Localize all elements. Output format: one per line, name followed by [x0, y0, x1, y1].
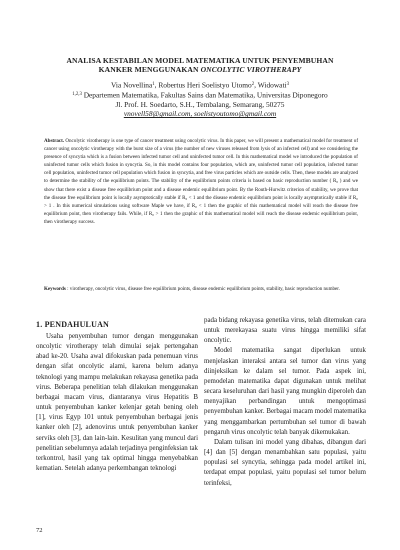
author-2-sup: 2 — [251, 82, 255, 87]
title-line-2-prefix: KANKER MENGGUNAKAN — [98, 65, 201, 74]
author-1: Via Novellina — [111, 80, 153, 90]
affiliation-sup: 1,2,3 — [72, 91, 82, 97]
right-paragraph-1: pada bidang rekayasa genetika virus, telah ditemukan cara untuk merekayasa suatu virus hingga memiliki sifat oncolytic. — [204, 317, 366, 345]
title-line-2-italic: ONCOLYTIC VIROTHERAPY — [200, 65, 302, 74]
right-paragraph-2: Model matematika sangat diperlukan untuk menjelaskan interaksi antara sel tumor dan virus yang diinjeksikan ke dalam sel tumor. Pada aspek ini, pemodelan matematika dapat digunakan untuk melihat secara keseluruhan dari hasil yang mungkin diperoleh dan menyajikan perbandingan untuk mengoptimasi penyembuhan kanker. Berbagai macam model matematika yang menggambarkan pertumbuhan sel tumor di bawah pengaruh virus oncolytic telah banyak dikemukakan. — [204, 347, 366, 436]
address: Jl. Prof. H. Soedarto, S.H., Tembalang, Semarang, 50275 — [115, 99, 285, 109]
abstract-text: Oncolytic virotherapy is one type of cancer treatment using oncolytic virus. In this paper, we will present a mathematical model for treatment of cancer using oncolytic virotherapy with the burst size of a virus (the number of new viruses released from lysis of an infected cell) and we considering the presence of syncytia which is a fusion between infected tumor cell and uninfected tumor cell. In this mathematical model we introduced the population of uninfected tumor cells which fusion in syncytia. So, in this model contains four population, which are, uninfected tumor cell population, infected tumor cell population, uninfected tumor cell population which fusion in syncytia, and free virus particles which are outside cells. Then, these models are analyzed to determine the stability of the equilibrium points. The stability of the equilibrium points criteria is based on basic reproduction number ( R₀ ) and we show that there exist a disease free equilibrium point and a disease endemic equilibrium point. By the Routh-Hurwitz criterion of stability, we prove that the disease free equilibrium point is locally asymptotically stable if R₀ < 1 and the disease endemic equilibrium point is locally asymptotically stable if R₀ > 1 . In this numerical simulations using software Maple we have, if R₀ < 1 then the graphic of this mathematical model will reach the disease free equilibrium point, then virotherapy fails. While, if R₀ > 1 then the graphic of this mathematical model will reach the disease endemic equilibrium point, then virotherapy success. — [44, 138, 358, 225]
paper-title — [30, 56, 370, 74]
right-column — [204, 316, 366, 489]
keywords-label: Keywords — [44, 286, 66, 292]
keywords-text: : virotherapy, oncolytic virus, disease free equilibrium points, disease endemic equilibrium points, stability, basic reproduction number. — [65, 286, 340, 292]
left-column — [36, 316, 198, 474]
author-block — [30, 80, 370, 119]
section-heading: 1. PENDAHULUAN — [36, 320, 110, 329]
author-2: , Robertus Heri Soelistyo Utomo — [154, 80, 252, 90]
keywords — [44, 286, 358, 294]
abstract — [44, 137, 358, 226]
affiliation — [30, 90, 370, 100]
affiliation-text: Departemen Matematika, Fakultas Sains dan Matematika, Universitas Diponegoro — [81, 90, 328, 100]
title-line-1: ANALISA KESTABILAN MODEL MATEMATIKA UNTUK PENYEMBUHAN — [66, 56, 334, 65]
abstract-label: Abstract. — [44, 138, 65, 144]
author-3-sup: 3 — [286, 82, 289, 87]
author-names — [30, 80, 370, 90]
right-paragraph-3: Dalam tulisan ini model yang dibahas, dibangun dari [4] dan [5] dengan menambahkan satu populasi, yaitu populasi sel syncytia, sehingga pada model artikel ini, terdapat empat populasi, yaitu populasi sel tumor belum terinfeksi, — [204, 438, 366, 487]
author-1-sup: 1 — [152, 82, 155, 87]
author-emails[interactable]: vnovell58@gmail.com, soelistyoutomo@gmail.com — [123, 109, 277, 119]
page-number: 72 — [36, 527, 43, 534]
title-line-2 — [30, 65, 370, 74]
author-3: , Widowati — [254, 80, 287, 90]
left-paragraph-1: Usaha penyembuhan tumor dengan menggunakan oncolytic virotherapy telah dimulai sejak pertengahan abad ke-20. Usaha awal difokuskan pada penemuan virus dengan sifat oncolytic alami, karena belum adanya teknologi yang mampu melakukan rekayasa genetika pada virus. Beberapa penelitian telah dilakukan menggunakan berbagai macam virus, diantaranya virus Hepatitis B untuk penyembuhan kanker kelenjar getah bening oleh [1], virus Egyp 101 untuk penyembuhan berbagai jenis kanker oleh [2], adenovirus untuk penyembuhan kanker serviks oleh [3], dan lain-lain. Kesulitan yang muncul dari penelitian sebelumnya adalah terjadinya penginfeksian tak terkontrol, hasil yang tak optimal hingga menyebabkan kematian. Setelah adanya perkembangan teknologi — [36, 333, 198, 473]
